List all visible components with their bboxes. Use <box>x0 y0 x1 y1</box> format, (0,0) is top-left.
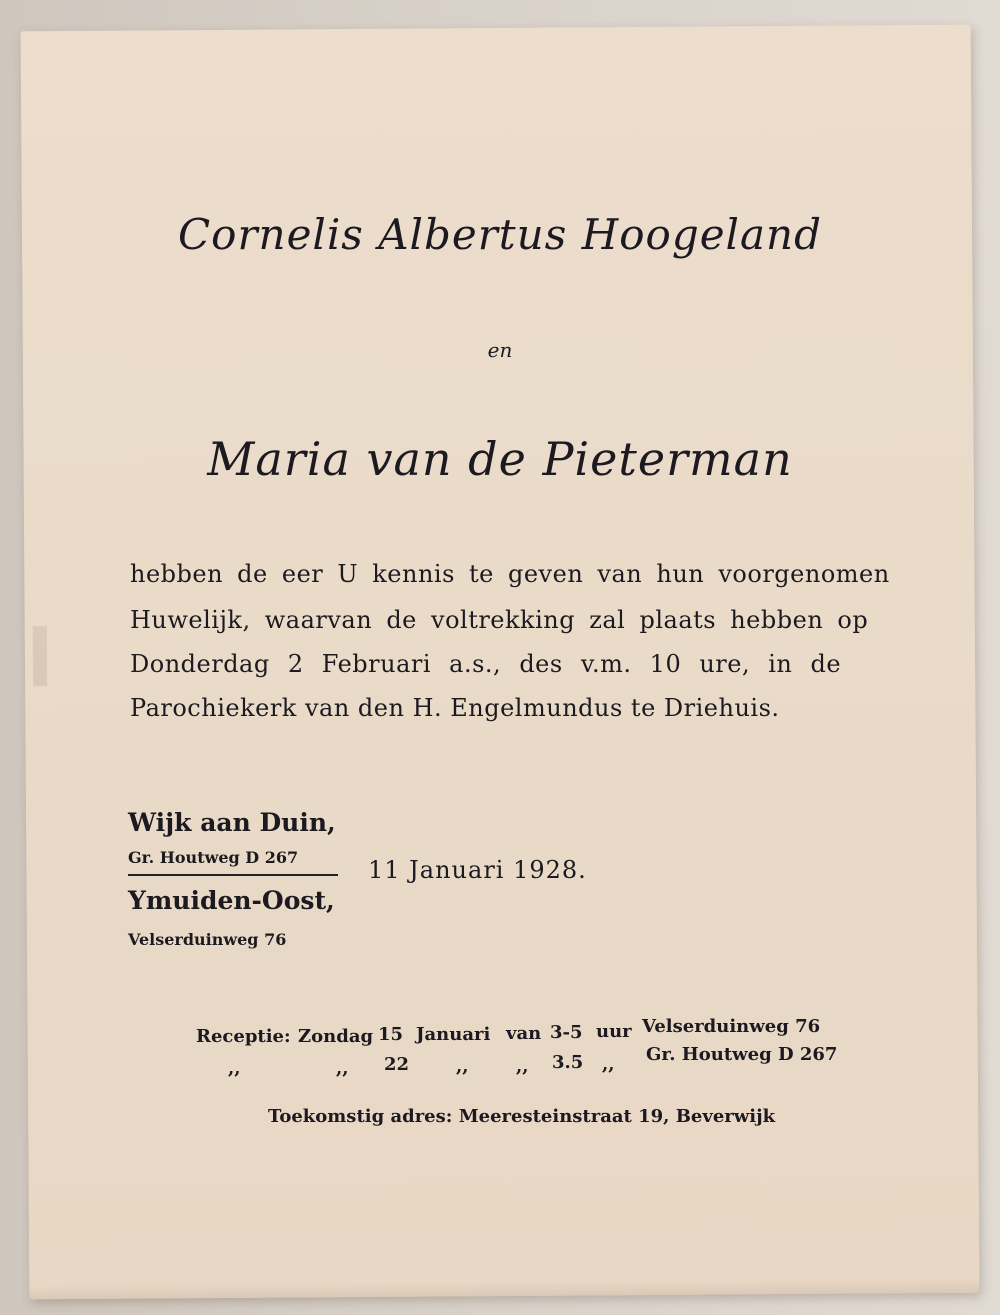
reception-label: Receptie: <box>196 1026 291 1047</box>
bride-name: Maria van de Pieterman <box>207 432 793 486</box>
ditto-mark-2: ,, <box>336 1058 349 1079</box>
reception-day: Zondag <box>298 1026 374 1047</box>
announcement-line-4: Parochiekerk van den H. Engelmundus te Driehuis. <box>130 694 780 722</box>
reception-location-1: Velserduinweg 76 <box>642 1016 821 1037</box>
reception-unit: uur <box>596 1021 632 1042</box>
sender-divider <box>128 874 338 876</box>
sender-address-1: Gr. Houtweg D 267 <box>128 848 299 867</box>
ditto-mark-4: ,, <box>516 1056 529 1077</box>
announcement-line-1: hebben de eer U kennis te geven van hun voorgenomen <box>130 560 890 588</box>
reception-time-1: 3-5 <box>550 1022 583 1043</box>
future-address <box>268 1106 775 1127</box>
reception-date-2: 22 <box>384 1054 410 1075</box>
groom-name: Cornelis Albertus Hoogeland <box>178 210 822 259</box>
future-address-label: Toekomstig adres: <box>268 1106 453 1127</box>
future-address-value: Meeresteinstraat 19, Beverwijk <box>458 1106 776 1127</box>
conjunction: en <box>487 338 513 362</box>
reception-time-2: 3.5 <box>552 1052 584 1073</box>
ditto-mark-5: ,, <box>602 1054 615 1075</box>
reception-month: Januari <box>416 1024 491 1045</box>
ditto-mark-3: ,, <box>456 1056 469 1077</box>
ditto-mark-1: ,, <box>228 1058 241 1079</box>
sender-place-2: Ymuiden-Oost, <box>128 886 335 915</box>
sender-address-2: Velserduinweg 76 <box>128 930 287 949</box>
sender-place-1: Wijk aan Duin, <box>128 808 336 837</box>
announcement-line-3: Donderdag 2 Februari a.s., des v.m. 10 ure, in de <box>130 650 842 678</box>
reception-from: van <box>506 1023 542 1044</box>
reception-location-2: Gr. Houtweg D 267 <box>646 1044 838 1065</box>
reception-date-1: 15 <box>378 1024 404 1045</box>
card-fold-mark <box>33 626 47 686</box>
letter-date: 11 Januari 1928. <box>368 856 587 884</box>
announcement-line-2: Huwelijk, waarvan de voltrekking zal plaats hebben op <box>130 606 869 634</box>
